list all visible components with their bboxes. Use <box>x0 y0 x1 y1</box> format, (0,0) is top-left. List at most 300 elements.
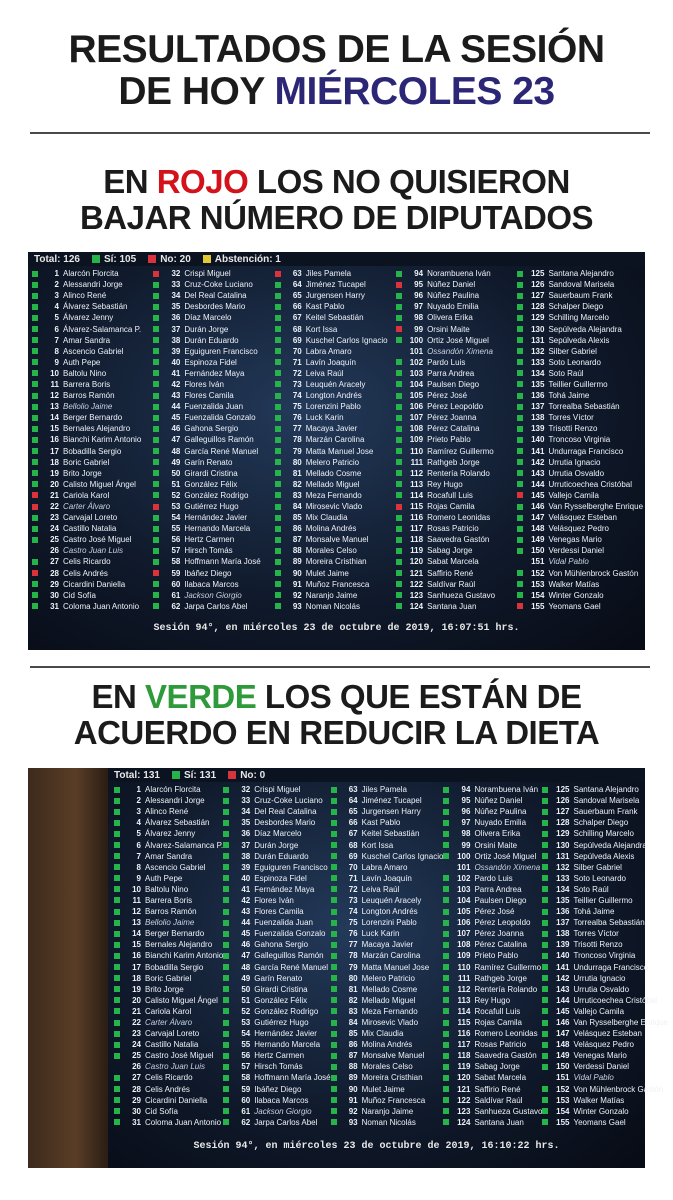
deputy-number: 24 <box>50 524 59 534</box>
vote-indicator-icon <box>153 293 159 299</box>
deputy-number: 21 <box>132 1006 141 1016</box>
vote-indicator-icon <box>32 581 38 587</box>
deputy-row <box>517 490 643 501</box>
vote-indicator-icon <box>223 1108 229 1114</box>
deputy-row <box>443 1084 542 1095</box>
vote-indicator-icon <box>223 1097 229 1103</box>
deputy-name: Velásquez Esteban <box>548 513 617 523</box>
vote-indicator-icon <box>443 964 449 970</box>
deputy-row <box>542 862 668 873</box>
deputy-name: Noman Nicolás <box>305 601 360 611</box>
deputy-number: 28 <box>132 1084 141 1094</box>
total-count: Total: 131 <box>114 769 160 781</box>
deputy-name: Carvajal Loreto <box>63 513 118 523</box>
deputy-number: 27 <box>132 1073 141 1083</box>
deputy-name: Boric Gabriel <box>145 973 192 983</box>
deputy-number: 74 <box>348 907 358 917</box>
vote-indicator-icon <box>542 909 548 915</box>
vote-indicator-icon <box>396 437 402 443</box>
deputy-row <box>396 423 517 434</box>
vote-indicator-icon <box>153 570 159 576</box>
vote-indicator-icon <box>542 853 548 859</box>
deputy-number: 49 <box>171 457 181 467</box>
deputy-number: 118 <box>410 535 424 545</box>
deputy-number: 129 <box>556 829 570 839</box>
deputy-row <box>223 851 330 862</box>
deputy-row <box>542 851 668 862</box>
deputy-row <box>396 390 517 401</box>
deputy-row <box>396 301 517 312</box>
deputy-name: Ortiz José Miguel <box>474 851 537 861</box>
deputy-name: González Félix <box>254 995 308 1005</box>
vote-indicator-icon <box>275 415 281 421</box>
vote-indicator-icon <box>331 886 337 892</box>
deputy-row <box>32 301 153 312</box>
vote-indicator-icon <box>517 370 523 376</box>
vote-indicator-icon <box>32 526 38 532</box>
deputy-number: 151 <box>556 1073 570 1083</box>
deputy-row <box>223 795 330 806</box>
deputy-row <box>542 895 668 906</box>
vote-indicator-icon <box>443 986 449 992</box>
deputy-row <box>153 412 274 423</box>
deputy-row <box>275 457 396 468</box>
vote-indicator-icon <box>32 381 38 387</box>
vote-indicator-icon <box>32 304 38 310</box>
deputy-name: Ibáñez Diego <box>254 1084 302 1094</box>
vote-indicator-icon <box>517 426 523 432</box>
deputy-row <box>275 568 396 579</box>
deputy-number: 58 <box>241 1073 251 1083</box>
deputy-row <box>275 468 396 479</box>
deputy-number: 62 <box>171 601 181 611</box>
deputy-name: Orsini Maite <box>427 324 470 334</box>
deputy-number: 107 <box>409 413 424 423</box>
deputy-name: Orsini Maite <box>474 840 518 850</box>
deputy-row <box>223 817 330 828</box>
deputy-number: 142 <box>556 973 570 983</box>
deputy-number: 152 <box>556 1084 570 1094</box>
deputy-name: Paulsen Diego <box>427 379 480 389</box>
deputy-row <box>542 839 668 850</box>
vote-indicator-icon <box>396 492 402 498</box>
vote-indicator-icon <box>153 448 159 454</box>
deputy-name: Santana Juan <box>427 601 477 611</box>
vote-indicator-icon <box>153 282 159 288</box>
deputy-number: 69 <box>292 335 302 345</box>
deputy-column-4 <box>443 784 542 1128</box>
deputy-number: 36 <box>171 313 181 323</box>
deputy-name: Berger Bernardo <box>63 413 123 423</box>
deputy-number: 153 <box>531 579 545 589</box>
deputy-row <box>223 1017 330 1028</box>
deputy-name: Ramírez Guillermo <box>474 962 542 972</box>
deputy-name: Cicardini Daniella <box>145 1095 208 1105</box>
deputy-row <box>542 1039 668 1050</box>
deputy-name: Walker Matías <box>573 1095 625 1105</box>
vote-indicator-icon <box>443 809 449 815</box>
deputy-number: 95 <box>414 280 424 290</box>
deputy-number: 98 <box>414 313 424 323</box>
deputy-number: 125 <box>556 785 570 795</box>
deputy-number: 114 <box>410 490 424 500</box>
deputy-name: Yeomans Gael <box>573 1117 626 1127</box>
deputy-name: Boric Gabriel <box>63 457 110 467</box>
deputy-name: Jarpa Carlos Abel <box>254 1117 318 1127</box>
vote-indicator-icon <box>32 271 38 277</box>
deputy-row <box>275 290 396 301</box>
deputy-row <box>153 601 274 612</box>
deputy-row <box>153 490 274 501</box>
deputy-row <box>443 984 542 995</box>
deputy-name: Moreira Cristhian <box>361 1073 423 1083</box>
deputy-name: Teillier Guillermo <box>548 379 608 389</box>
deputy-number: 64 <box>348 796 358 806</box>
deputy-number: 64 <box>292 280 302 290</box>
vote-indicator-icon <box>275 393 281 399</box>
deputy-name: Tohá Jaime <box>573 907 615 917</box>
abstencion-square-icon <box>203 255 211 263</box>
vote-indicator-icon <box>396 359 402 365</box>
deputy-name: Verdessi Daniel <box>573 1062 630 1072</box>
deputy-name: Espinoza Fidel <box>254 873 307 883</box>
deputy-number: 4 <box>136 818 141 828</box>
deputy-number: 145 <box>531 490 545 500</box>
vote-indicator-icon <box>542 1075 548 1081</box>
deputy-name: Undurraga Francisco <box>548 446 624 456</box>
deputy-row <box>32 523 153 534</box>
deputy-row <box>153 401 274 412</box>
deputy-number: 96 <box>461 807 471 817</box>
deputy-name: Longton Andrés <box>361 907 418 917</box>
deputy-number: 68 <box>348 840 358 850</box>
deputy-name: Hertz Carmen <box>254 1051 305 1061</box>
deputy-number: 130 <box>531 324 545 334</box>
vote-indicator-icon <box>331 842 337 848</box>
deputy-row <box>443 1095 542 1106</box>
vote-indicator-icon <box>153 504 159 510</box>
vote-indicator-icon <box>275 470 281 476</box>
deputy-number: 102 <box>457 873 471 883</box>
deputy-row <box>331 939 444 950</box>
deputy-name: Alarcón Florcita <box>63 269 119 279</box>
deputy-number: 22 <box>132 1018 141 1028</box>
vote-indicator-icon <box>331 1042 337 1048</box>
vote-indicator-icon <box>517 581 523 587</box>
deputy-row <box>223 828 330 839</box>
vote-indicator-icon <box>542 997 548 1003</box>
deputy-number: 26 <box>132 1062 141 1072</box>
deputy-column-4 <box>396 268 517 612</box>
deputy-number: 110 <box>410 446 424 456</box>
deputy-row <box>542 950 668 961</box>
deputy-row <box>114 862 223 873</box>
deputy-name: Hernández Javier <box>184 513 248 523</box>
deputy-row <box>517 290 643 301</box>
deputy-name: Auth Pepe <box>63 357 101 367</box>
deputy-row <box>275 357 396 368</box>
vote-indicator-icon <box>114 1064 120 1070</box>
deputy-row <box>153 534 274 545</box>
deputy-number: 128 <box>531 302 545 312</box>
vote-indicator-icon <box>542 986 548 992</box>
vote-indicator-icon <box>517 570 523 576</box>
vote-indicator-icon <box>223 1064 229 1070</box>
vote-indicator-icon <box>114 1008 120 1014</box>
deputy-number: 57 <box>171 546 181 556</box>
deputy-row <box>223 939 330 950</box>
deputy-name: Garín Renato <box>254 973 303 983</box>
deputy-name: Del Real Catalina <box>184 291 247 301</box>
deputy-name: Fernández Maya <box>184 368 245 378</box>
vote-indicator-icon <box>223 875 229 881</box>
deputy-number: 77 <box>348 940 358 950</box>
deputy-number: 57 <box>241 1062 251 1072</box>
main-title-prefix: DE HOY <box>118 70 275 113</box>
vote-indicator-icon <box>275 426 281 432</box>
deputy-name: Flores Camila <box>254 907 304 917</box>
deputy-row <box>443 1061 542 1072</box>
vote-indicator-icon <box>331 1119 337 1125</box>
deputy-number: 121 <box>409 568 424 578</box>
deputy-name: Saldívar Raúl <box>474 1095 523 1105</box>
deputy-number: 140 <box>556 951 570 961</box>
deputy-name: Sanhueza Gustavo <box>427 590 496 600</box>
deputy-number: 91 <box>292 579 302 589</box>
vote-indicator-icon <box>153 415 159 421</box>
deputy-number: 104 <box>409 379 424 389</box>
deputy-row <box>331 1006 444 1017</box>
vote-indicator-icon <box>517 603 523 609</box>
vote-indicator-icon <box>396 470 402 476</box>
vote-indicator-icon <box>396 504 402 510</box>
deputy-row <box>32 423 153 434</box>
deputy-number: 39 <box>171 346 181 356</box>
deputy-name: Durán Jorge <box>254 840 299 850</box>
deputy-row <box>275 423 396 434</box>
deputy-row <box>396 446 517 457</box>
vote-indicator-icon <box>517 304 523 310</box>
vote-indicator-icon <box>32 592 38 598</box>
deputy-name: Hernando Marcela <box>184 524 251 534</box>
vote-indicator-icon <box>32 359 38 365</box>
deputy-name: Girardi Cristina <box>184 468 238 478</box>
deputy-row <box>223 906 330 917</box>
deputy-name: Álvarez Jenny <box>145 829 196 839</box>
vote-indicator-icon <box>396 415 402 421</box>
deputy-row <box>114 884 223 895</box>
deputy-name: Lorenzini Pablo <box>361 918 417 928</box>
vote-indicator-icon <box>114 964 120 970</box>
deputy-number: 109 <box>409 435 424 445</box>
vote-indicator-icon <box>517 381 523 387</box>
vote-indicator-icon <box>517 271 523 277</box>
vote-indicator-icon <box>275 370 281 376</box>
vote-indicator-icon <box>32 492 38 498</box>
deputy-row <box>223 873 330 884</box>
vote-indicator-icon <box>331 820 337 826</box>
deputy-name: Jiles Pamela <box>361 785 407 795</box>
deputy-row <box>32 457 153 468</box>
deputy-number: 3 <box>136 807 141 817</box>
deputy-row <box>223 839 330 850</box>
deputy-number: 101 <box>409 346 424 356</box>
vote-indicator-icon <box>396 570 402 576</box>
deputy-name: Durán Jorge <box>184 324 229 334</box>
deputy-name: Mellado Cosme <box>361 984 418 994</box>
vote-indicator-icon <box>114 1108 120 1114</box>
deputy-row <box>275 545 396 556</box>
vote-indicator-icon <box>542 1086 548 1092</box>
deputy-name: Jurgensen Harry <box>361 807 421 817</box>
deputy-row <box>443 1117 542 1128</box>
vote-indicator-icon <box>275 293 281 299</box>
deputy-name: Amar Sandra <box>63 335 111 345</box>
deputy-row <box>443 862 542 873</box>
deputy-name: Rosas Patricio <box>474 1040 527 1050</box>
deputy-name: Rathgeb Jorge <box>427 457 480 467</box>
vote-indicator-icon <box>223 864 229 870</box>
deputy-number: 13 <box>50 402 59 412</box>
vote-indicator-icon <box>443 1097 449 1103</box>
deputy-row <box>114 1028 223 1039</box>
deputy-number: 147 <box>556 1029 570 1039</box>
deputy-number: 41 <box>171 368 181 378</box>
deputy-row <box>443 795 542 806</box>
deputy-number: 37 <box>241 840 251 850</box>
vote-indicator-icon <box>114 897 120 903</box>
deputy-name: Matta Manuel Jose <box>305 446 374 456</box>
vote-indicator-icon <box>542 1031 548 1037</box>
deputy-name: Kast Pablo <box>361 818 401 828</box>
deputy-row <box>331 1061 444 1072</box>
deputy-number: 115 <box>410 502 424 512</box>
deputy-row <box>153 501 274 512</box>
deputy-number: 127 <box>556 807 570 817</box>
vote-indicator-icon <box>443 953 449 959</box>
deputy-row <box>396 401 517 412</box>
deputy-row <box>275 479 396 490</box>
deputy-number: 143 <box>531 468 545 478</box>
deputy-row <box>443 928 542 939</box>
vote-indicator-icon <box>32 570 38 576</box>
deputy-number: 117 <box>410 524 424 534</box>
deputy-number: 90 <box>348 1084 358 1094</box>
deputy-name: Labra Amaro <box>305 346 352 356</box>
deputy-row <box>443 939 542 950</box>
deputy-number: 75 <box>348 918 358 928</box>
deputy-row <box>331 984 444 995</box>
deputy-number: 154 <box>556 1106 570 1116</box>
vote-indicator-icon <box>114 875 120 881</box>
deputy-row <box>331 817 444 828</box>
vote-indicator-icon <box>443 997 449 1003</box>
deputy-number: 38 <box>241 851 251 861</box>
deputy-name: Velásquez Esteban <box>573 1029 642 1039</box>
deputy-number: 87 <box>292 535 302 545</box>
deputy-name: Sauerbaum Frank <box>573 807 638 817</box>
deputy-row <box>114 895 223 906</box>
deputy-row <box>32 479 153 490</box>
vote-indicator-icon <box>223 787 229 793</box>
deputy-number: 39 <box>241 862 251 872</box>
deputy-name: Lavín Joaquín <box>305 357 356 367</box>
deputy-row <box>223 1084 330 1095</box>
deputy-number: 68 <box>292 324 302 334</box>
deputy-name: Torrealba Sebastián <box>573 918 645 928</box>
vote-summary-bar <box>28 252 645 266</box>
deputy-number: 72 <box>348 884 358 894</box>
deputy-number: 143 <box>556 984 570 994</box>
deputy-number: 20 <box>132 995 141 1005</box>
deputy-number: 82 <box>292 479 302 489</box>
deputy-name: Castro José Miguel <box>145 1051 214 1061</box>
vote-indicator-icon <box>331 1008 337 1014</box>
deputy-row <box>32 346 153 357</box>
deputy-row <box>153 434 274 445</box>
vote-indicator-icon <box>443 931 449 937</box>
deputy-row <box>443 962 542 973</box>
vote-indicator-icon <box>153 381 159 387</box>
deputy-row <box>114 1106 223 1117</box>
vote-indicator-icon <box>223 920 229 926</box>
deputy-name: Kuschel Carlos Ignacio <box>305 335 388 345</box>
deputy-row <box>32 590 153 601</box>
deputy-name: Parra Andrea <box>474 884 522 894</box>
deputy-number: 100 <box>409 335 424 345</box>
deputy-number: 86 <box>292 524 302 534</box>
deputy-row <box>114 1061 223 1072</box>
vote-indicator-icon <box>275 326 281 332</box>
deputy-number: 21 <box>50 490 59 500</box>
deputy-row <box>32 268 153 279</box>
deputy-row <box>32 390 153 401</box>
deputy-row <box>223 1028 330 1039</box>
deputy-number: 25 <box>50 535 59 545</box>
deputy-number: 136 <box>556 907 570 917</box>
deputy-row <box>443 884 542 895</box>
deputy-name: Barrera Boris <box>145 895 193 905</box>
deputy-name: Flores Camila <box>184 391 234 401</box>
deputy-name: Gutiérrez Hugo <box>254 1018 309 1028</box>
deputy-number: 56 <box>171 535 181 545</box>
deputy-name: Saffirio René <box>427 568 474 578</box>
deputy-number: 146 <box>556 1018 570 1028</box>
vote-indicator-icon <box>331 986 337 992</box>
deputy-row <box>443 1106 542 1117</box>
deputy-number: 61 <box>241 1106 251 1116</box>
deputy-number: 117 <box>457 1040 471 1050</box>
deputy-name: Pérez Leopoldo <box>427 402 484 412</box>
vote-indicator-icon <box>114 953 120 959</box>
deputy-name: Baltolu Nino <box>145 884 189 894</box>
vote-indicator-icon <box>223 1008 229 1014</box>
deputy-row <box>275 368 396 379</box>
deputy-number: 145 <box>556 1006 570 1016</box>
deputy-number: 139 <box>556 940 570 950</box>
deputy-row <box>32 290 153 301</box>
deputy-name: Bellolio Jaime <box>63 402 113 412</box>
deputy-number: 52 <box>241 1006 251 1016</box>
deputy-number: 66 <box>292 302 302 312</box>
vote-indicator-icon <box>153 492 159 498</box>
deputy-number: 137 <box>531 402 545 412</box>
vote-indicator-icon <box>517 526 523 532</box>
deputy-row <box>396 268 517 279</box>
deputy-row <box>396 357 517 368</box>
vote-indicator-icon <box>275 492 281 498</box>
deputy-number: 106 <box>457 918 471 928</box>
